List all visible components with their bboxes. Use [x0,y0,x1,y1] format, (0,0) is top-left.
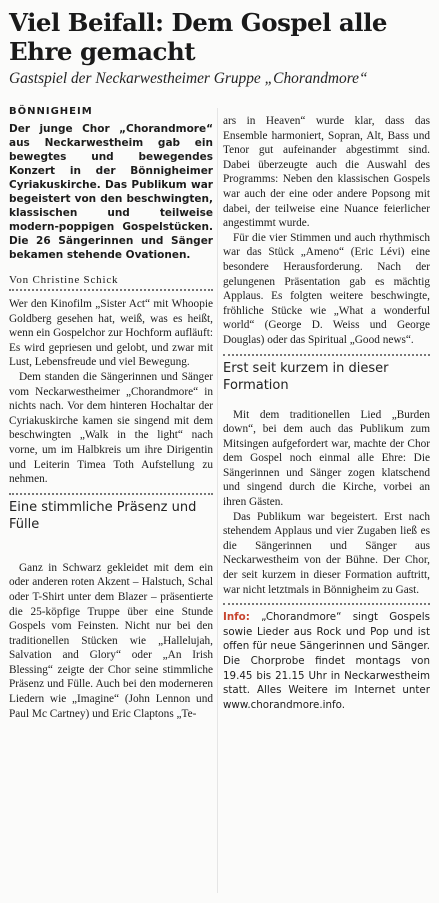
info-box [223,603,430,712]
info-text: „Chorandmore“ singt Gospels sowie Lieder aus Rock und Pop und ist offen für neue Sängerinnen und Sänger. Die Chorprobe findet montags von 19.45 bis 21.15 Uhr in Neckarwestheim statt. Alles Weitere im Internet unter www.chorandmore.info. [223,611,430,711]
lead-paragraph: Der junge Chor „Chorandmore“ aus Neckarwestheim gab ein bewegtes und bewegendes Konzert in der Bönnigheimer Cyriakuskirche. Das Publikum war begeistert von den beschwingten, klassischen und teilweise modern-poppigen Gospelstücken. Die 26 Sängerinnen und Sänger bekamen stehende Ovationen. [9,123,213,261]
subheading-praesenz: Eine stimmliche Präsenz und Fülle [9,493,213,533]
body-text-block-4 [223,408,430,598]
info-label: Info: [223,611,250,624]
column-left [9,106,213,721]
dateline: BÖNNIGHEIM [9,106,93,117]
body-text-block-3 [223,114,430,348]
body-text-block-1 [9,297,213,487]
body-paragraph: Für die vier Stimmen und auch rhythmisch war das Stück „Ameno“ (Eric Lévi) eine besondere Herausforderung. Nach der gelungenen Präsentation gab es mächtig Applaus. Es folgten weitere beschwingte, fröhliche Stücke wie „What a wonderful world“ (George D. Weiss und George Douglas) oder das Spiritual „Good news“. [223,231,430,346]
body-text-block-2 [9,561,213,722]
body-paragraph: Dem standen die Sängerinnen und Sänger vom Neckarwestheimer „Chorandmore“ in nichts nach. Vor dem hinteren Hochaltar der Cyriakuskirche kamen sie singend mit dem beschwingten „Walk in the light“ nach vorne, um im Halbkreis um ihre Dirigentin und Leiterin Timea Toth Aufstellung zu nehmen. [9,370,213,486]
body-paragraph: ars in Heaven“ wurde klar, dass das Ensemble harmoniert, Sopran, Alt, Bass und Tenor gut aufeinander abgestimmt sind. Dabei überzeugte auch die Auswahl des Programms: Neben den klassischen Gospels war auch der eine oder andere Popsong mit dabei, der teilweise eine Nuance feierlicher angestimmt wurde. [223,115,430,230]
subheadline: Gastspiel der Neckarwestheimer Gruppe „Chorandmore“ [9,70,368,87]
column-divider [217,108,218,893]
column-right [223,114,430,712]
subheading-formation: Erst seit kurzem in dieser Formation [223,354,430,394]
body-paragraph: Mit dem traditionellen Lied „Burden down“, bei dem auch das Publikum zum Mitsingen aufgefordert war, machte der Chor dem Gospel noch einmal alle Ehre: Die Sängerinnen und Sänger zogen klatschend und singend durch die Kirche, vorbei an ihren Gästen. [223,408,430,509]
body-paragraph: Das Publikum war begeistert. Erst nach stehendem Applaus und vier Zugaben ließ es die Sängerinnen und Sänger aus Neckarwestheim von der Bühne. Der Chor, der seit kurzem in dieser Formation auftritt, war nicht letztmals in Bönnigheim zu Gast. [223,510,430,596]
headline: Viel Beifall: Dem Gospel alle Ehre gemacht [9,8,387,66]
body-paragraph: Wer den Kinofilm „Sister Act“ mit Whoopie Goldberg gesehen hat, weiß, was es heißt, wenn ein Gospelchor zur Hochform aufläuft: Es wird gepriesen und gelobt, und zwar mit Lust, Lebensfreude und viel Bewegung. [9,298,213,369]
author-byline: Von Christine Schick [9,274,213,291]
body-paragraph: Ganz in Schwarz gekleidet mit dem ein oder anderen roten Akzent – Halstuch, Schal oder T-Shirt unter dem Blazer – präsentierte die 25-köpfige Truppe über eine Stunde Gospels vom Feinsten. Nicht nur bei den traditionellen Stücken wie „Hallelujah, Salvation and Glory“ oder „An Irish Blessing“ zeigte der Chor seine stimmliche Präsenz und Fülle. Auch bei den moderneren Liedern wie „Imagine“ (John Lennon und Paul Mc Cartney) und Eric Claptons „Te- [9,561,213,720]
